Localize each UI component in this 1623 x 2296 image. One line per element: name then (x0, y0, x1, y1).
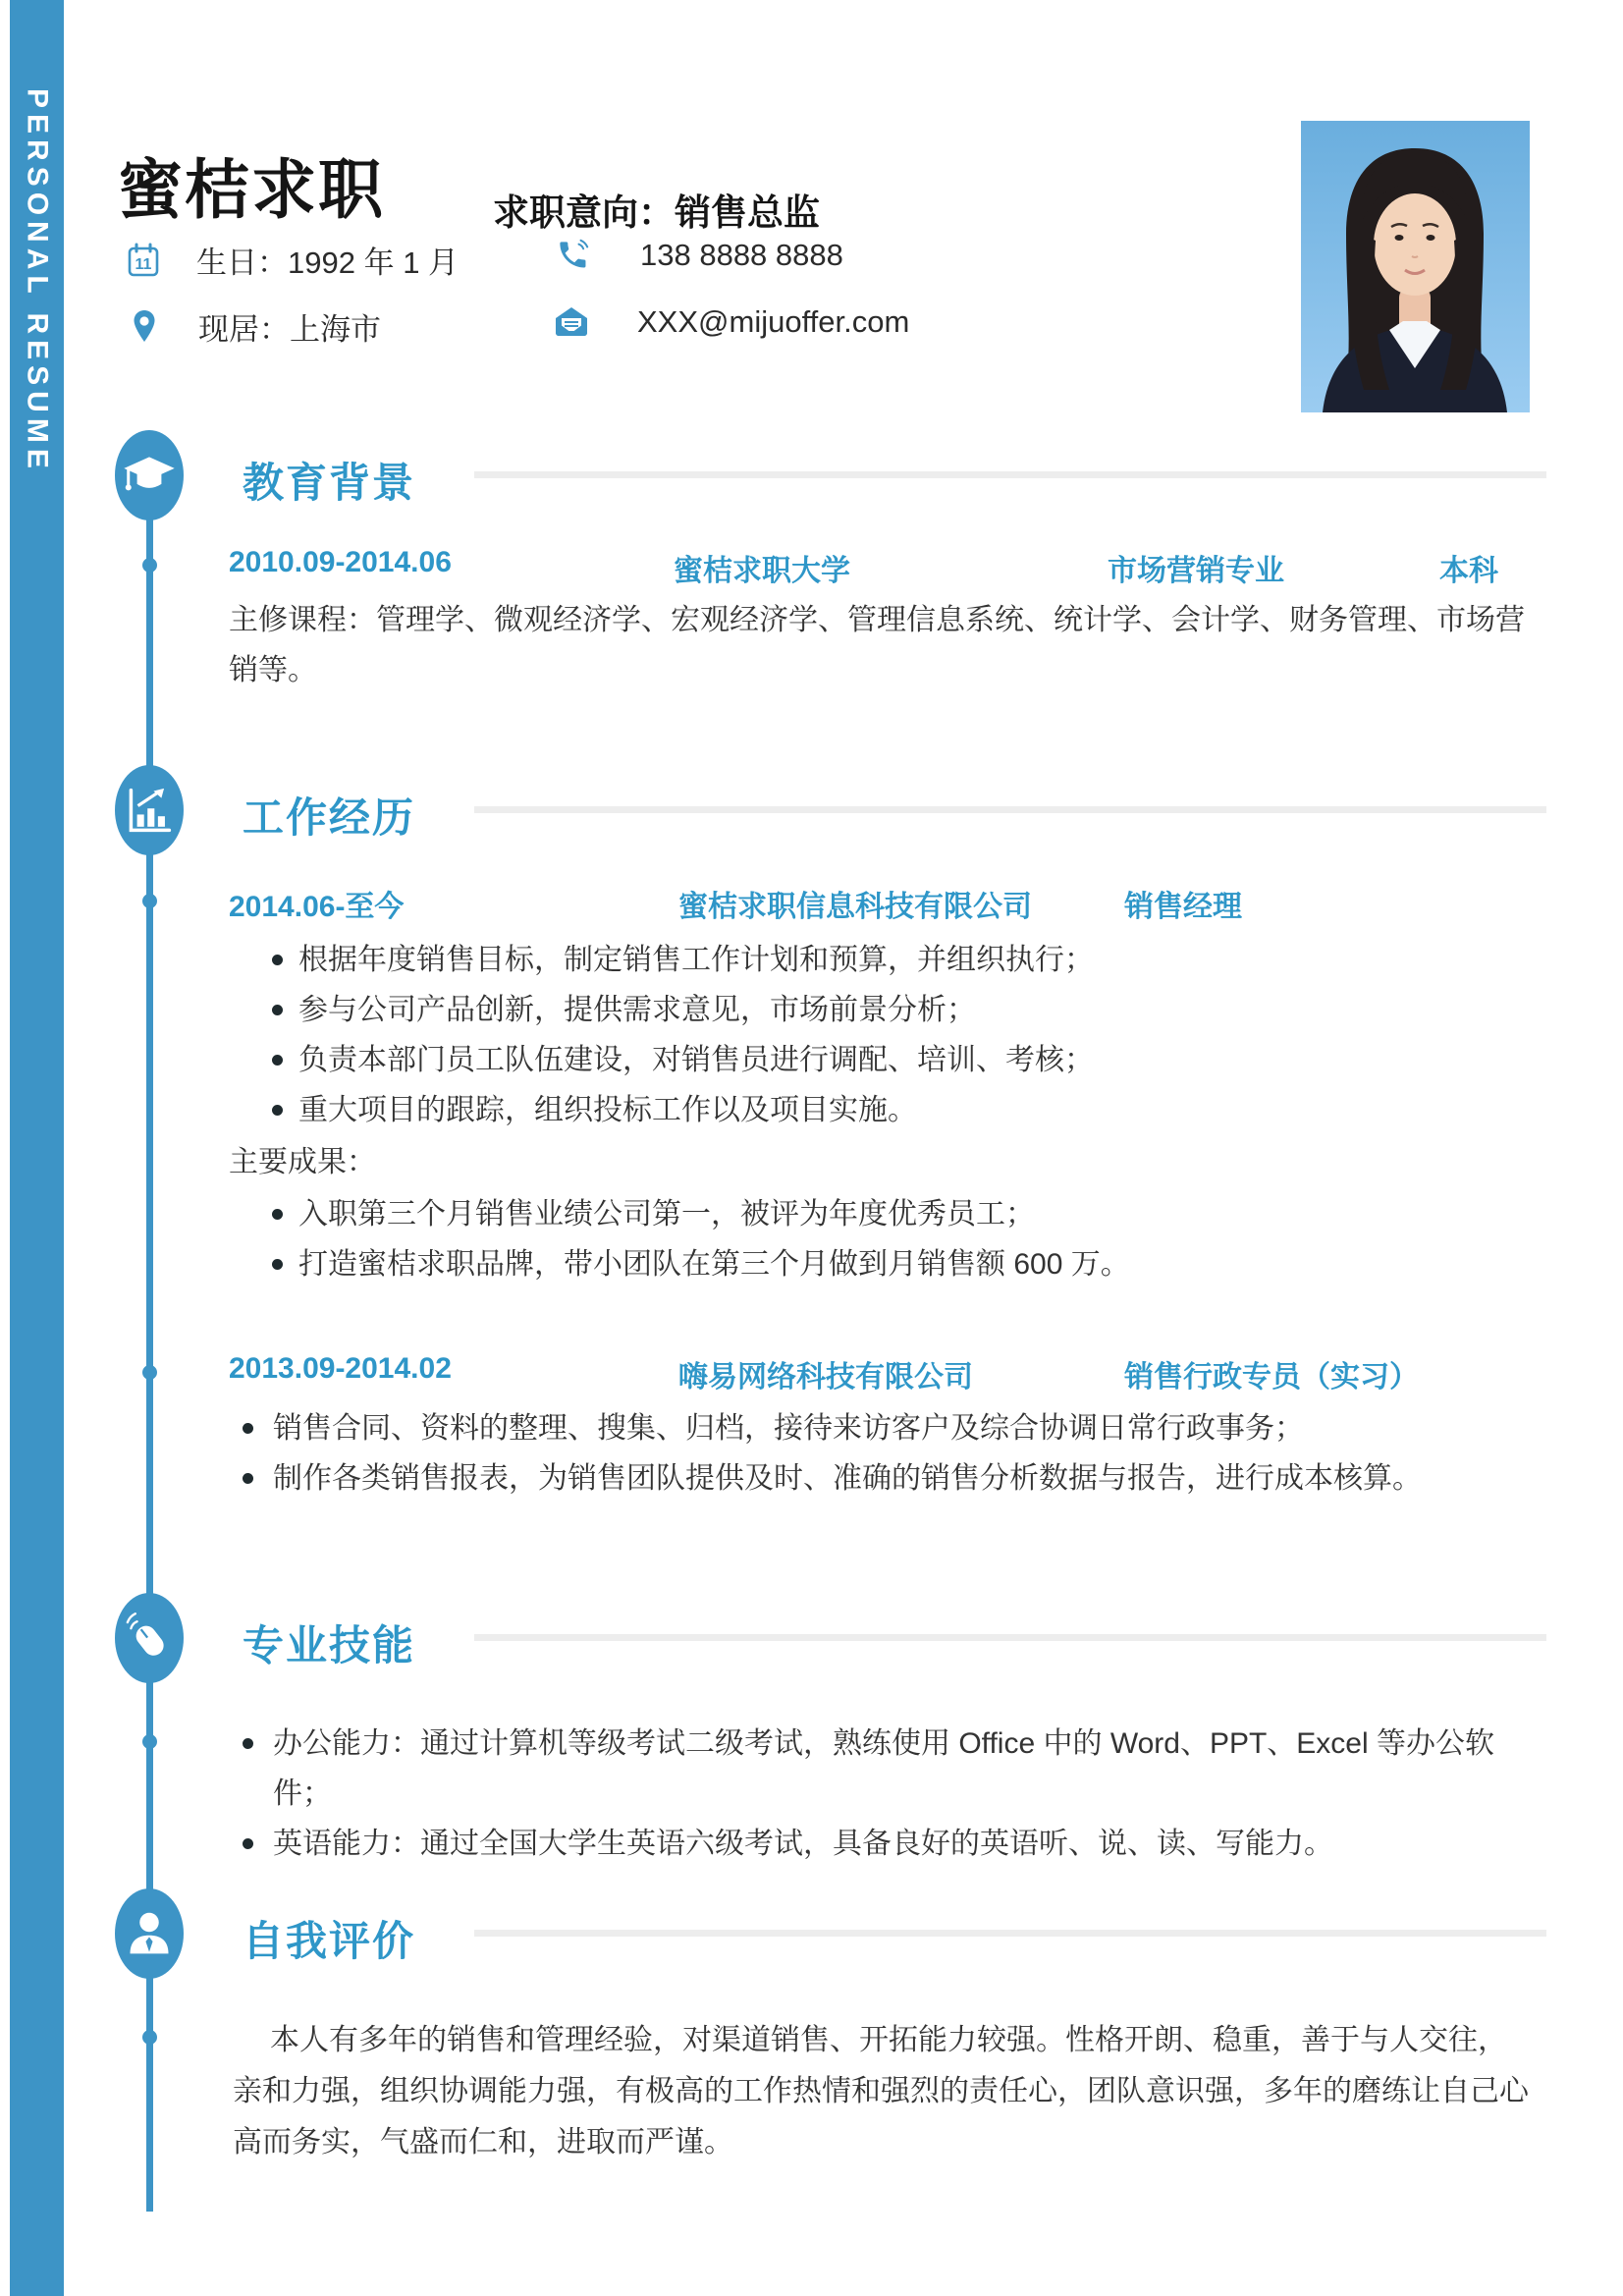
section-title-work: 工作经历 (243, 794, 416, 841)
duty-item: 负责本部门员工队伍建设，对销售员进行调配、培训、考核； (229, 1035, 1532, 1085)
graduation-cap-icon (115, 430, 184, 520)
mouse-icon (115, 1593, 184, 1683)
skill-item: 办公能力：通过计算机等级考试二级考试，熟练使用 Office 中的 Word、PPT、Excel 等办公软件； (229, 1719, 1532, 1819)
achievement-item: 入职第三个月销售业绩公司第一，被评为年度优秀员工； (229, 1189, 1532, 1239)
svg-text:11: 11 (135, 255, 152, 273)
job-period: 2013.09-2014.02 (229, 1352, 452, 1385)
section-title-evaluation: 自我评价 (243, 1918, 416, 1964)
job-company: 嗨易网络科技有限公司 (678, 1361, 973, 1394)
education-entry-header (229, 546, 1532, 587)
side-banner-label: PERSONAL RESUME (21, 88, 54, 474)
job-entry-header (229, 1352, 1532, 1394)
skills-content (229, 1719, 1532, 1869)
job-duties-list (229, 1403, 1532, 1503)
education-school: 蜜桔求职大学 (674, 555, 850, 587)
achievements-list (229, 1189, 1532, 1289)
skill-item: 英语能力：通过全国大学生英语六级考试，具备良好的英语听、说、读、写能力。 (229, 1819, 1532, 1869)
envelope-icon (553, 305, 590, 339)
work-content (229, 882, 1532, 1503)
phone-text: 138 8888 8888 (640, 238, 843, 272)
section-title-education: 教育背景 (243, 460, 416, 506)
contact-location (129, 304, 381, 349)
evaluation-text: 本人有多年的销售和管理经验，对渠道销售、开拓能力较强。性格开朗、稳重，善于与人交往，亲和力强，组织协调能力强，有极高的工作热情和强烈的责任心，团队意识强，多年的磨练让自己心高而务实，气盛而仁和，进取而严谨。 (233, 2024, 1529, 2159)
birthday-text: 生日：1992 年 1 月 (196, 246, 460, 280)
achievements-label: 主要成果： (229, 1146, 376, 1178)
education-period: 2010.09-2014.06 (229, 546, 452, 578)
duty-item: 根据年度销售目标，制定销售工作计划和预算，并组织执行； (229, 935, 1532, 985)
contact-birthday (126, 238, 459, 282)
duty-item: 参与公司产品创新，提供需求意见，市场前景分析； (229, 985, 1532, 1035)
education-major: 市场营销专业 (1108, 555, 1284, 587)
bar-chart-icon (115, 765, 184, 855)
duty-item: 销售合同、资料的整理、搜集、归档，接待来访客户及综合协调日常行政事务； (229, 1403, 1532, 1453)
job-position: 销售经理 (1124, 891, 1242, 923)
timeline-dot (142, 894, 157, 908)
job-duties-list (229, 935, 1532, 1135)
location-pin-icon (129, 308, 160, 346)
education-content (229, 546, 1532, 695)
candidate-name: 蜜桔求职 (118, 153, 385, 226)
side-banner (10, 0, 64, 2296)
evaluation-content (233, 2015, 1536, 2168)
job-period: 2014.06-至今 (229, 891, 405, 923)
section-title-skills: 专业技能 (243, 1622, 416, 1668)
duty-item: 制作各类销售报表，为销售团队提供及时、准确的销售分析数据与报告，进行成本核算。 (229, 1453, 1532, 1503)
phone-icon (556, 238, 591, 273)
section-divider (474, 806, 1546, 813)
section-divider (474, 1634, 1546, 1641)
skills-list (229, 1719, 1532, 1869)
duty-item: 重大项目的跟踪，组织投标工作以及项目实施。 (229, 1085, 1532, 1135)
email-text: XXX@mijuoffer.com (637, 304, 910, 339)
achievement-item: 打造蜜桔求职品牌，带小团队在第三个月做到月销售额 600 万。 (229, 1239, 1532, 1289)
section-divider (474, 471, 1546, 478)
timeline-dot (142, 558, 157, 573)
portrait-photo (1301, 121, 1530, 412)
job-intention: 求职意向：销售总监 (493, 192, 820, 233)
timeline-dot (142, 2030, 157, 2045)
job-company: 蜜桔求职信息科技有限公司 (678, 891, 1032, 923)
calendar-icon (126, 242, 161, 279)
education-degree: 本科 (1439, 555, 1498, 587)
education-courses: 主修课程：管理学、微观经济学、宏观经济学、管理信息系统、统计学、会计学、财务管理、市场营销等。 (229, 604, 1525, 686)
contact-email (553, 304, 909, 340)
section-divider (474, 1930, 1546, 1937)
person-icon (115, 1888, 184, 1979)
timeline-dot (142, 1365, 157, 1380)
contact-phone (556, 238, 843, 273)
timeline-dot (142, 1734, 157, 1749)
location-text: 现居：上海市 (198, 312, 381, 347)
job-position: 销售行政专员（实习） (1124, 1361, 1419, 1394)
job-entry-header (229, 882, 1532, 923)
